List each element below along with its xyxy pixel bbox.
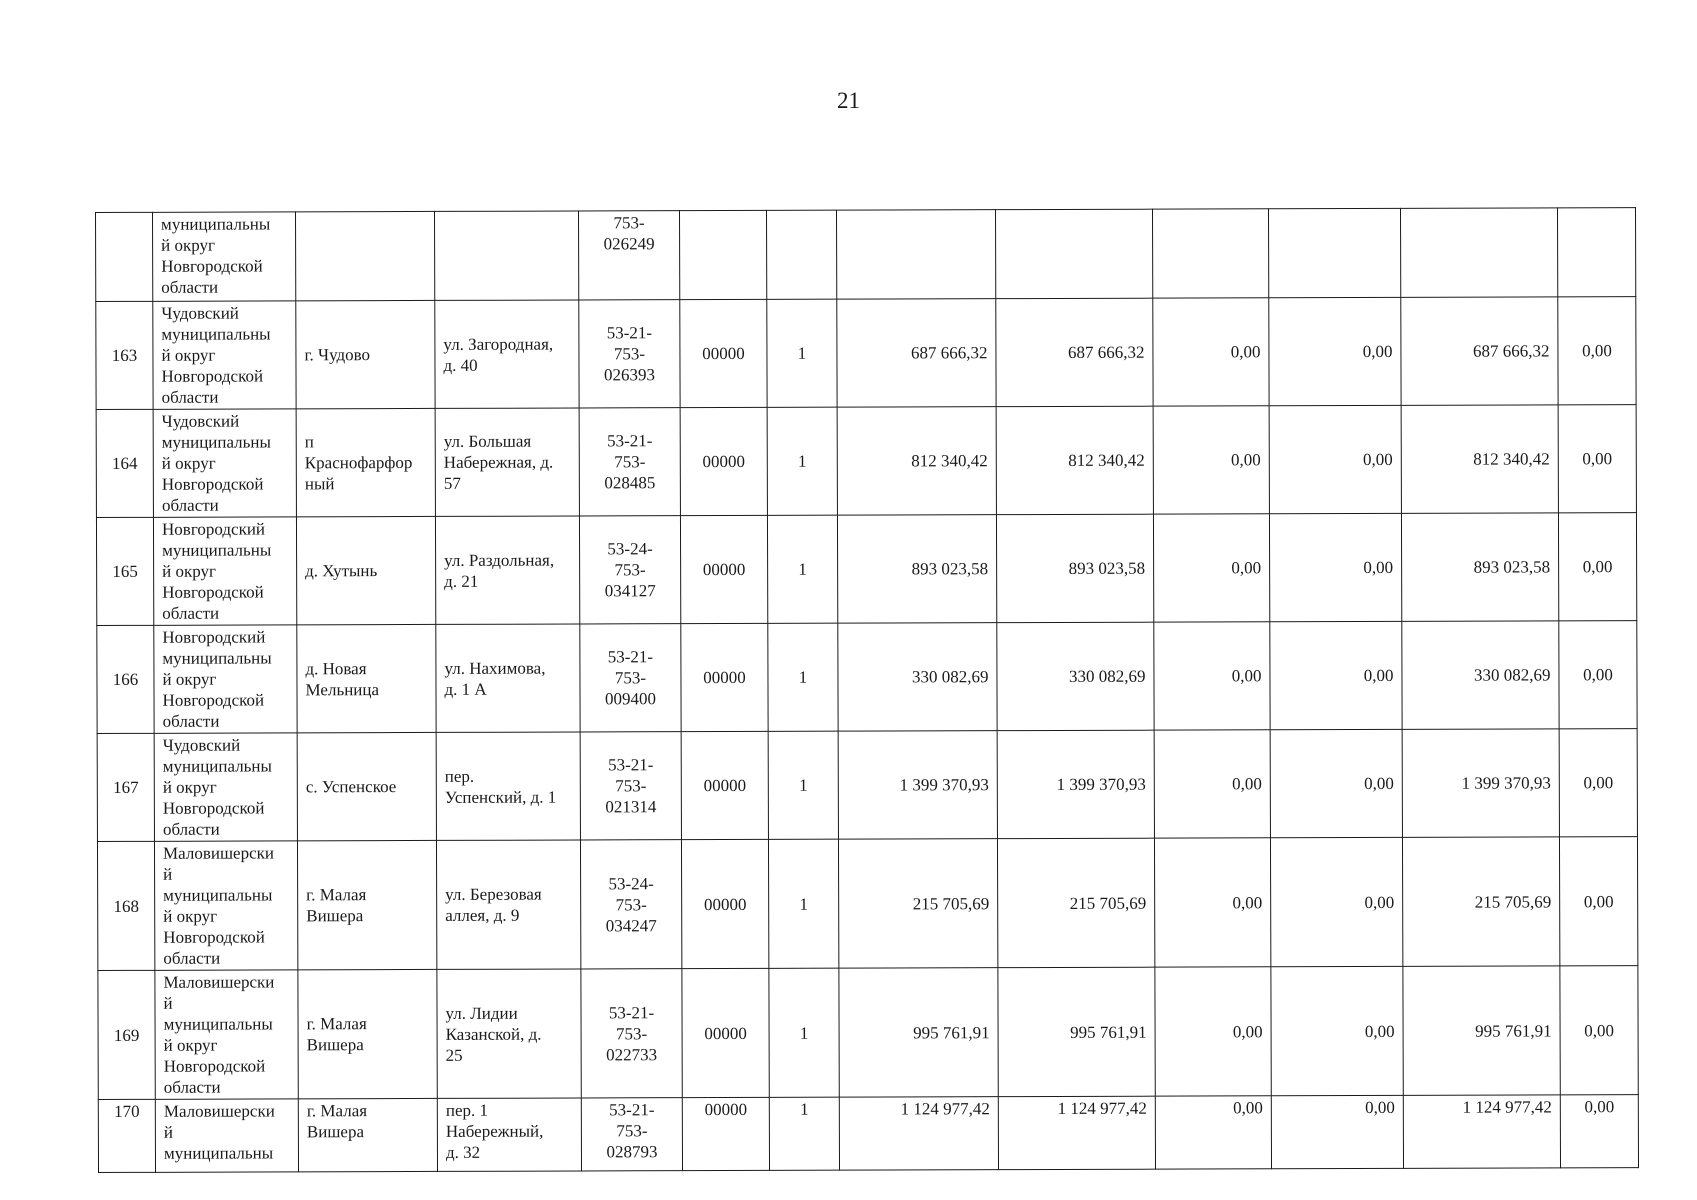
table-row [98, 966, 1638, 1100]
cell-sum-a: 1 399 370,93 [997, 730, 1154, 838]
cell-code: 00000 [682, 968, 769, 1097]
cell-total: 1 124 977,42 [839, 1097, 998, 1170]
cell-empty [766, 210, 836, 299]
cell-sum-d: 1 399 370,93 [1402, 729, 1559, 837]
cell-sum-b: 0,00 [1155, 967, 1271, 1096]
cell-num: 167 [97, 733, 154, 841]
cell-cadastral: 53-21- 753- 009400 [580, 624, 681, 732]
cell-address: пер. 1 Набережный, д. 32 [437, 1098, 581, 1171]
cell-sum-b: 0,00 [1154, 838, 1270, 967]
cell-address: ул. Большая Набережная, д. 57 [435, 408, 579, 516]
cell-cadastral: 53-21- 753- 028793 [581, 1098, 682, 1171]
table-row [96, 513, 1636, 626]
cell-sum-c: 0,00 [1270, 621, 1402, 729]
cell-cadastral: 753- 026249 [578, 211, 679, 300]
cell-sum-c: 0,00 [1271, 966, 1403, 1095]
cell-locality [296, 211, 435, 300]
cell-sum-a: 893 023,58 [996, 514, 1153, 622]
table-row-continuation [96, 208, 1636, 302]
table-body [96, 208, 1639, 1173]
cell-code: 00000 [681, 623, 768, 731]
cell-total: 687 666,32 [837, 299, 996, 407]
cell-sum-a: 995 761,91 [998, 967, 1155, 1096]
cell-locality: г. Малая Вишера [298, 969, 437, 1098]
cell-empty [1268, 208, 1400, 297]
cell-locality: г. Малая Вишера [298, 1098, 437, 1171]
cell-count: 1 [768, 839, 838, 968]
cell-municipality: Маловишерски й муниципальны й округ Новгородской области [155, 970, 298, 1099]
cell-sum-b: 0,00 [1155, 1096, 1271, 1169]
cell-empty [1400, 208, 1557, 297]
cell-sum-a: 687 666,32 [996, 298, 1153, 406]
cell-empty [1557, 208, 1635, 297]
cell-municipality: Чудовский муниципальны й округ Новгородской области [153, 301, 296, 409]
cell-num: 169 [98, 970, 155, 1099]
cell-count: 1 [768, 623, 838, 731]
cell-locality: г. Чудово [296, 300, 435, 408]
cell-sum-c: 0,00 [1269, 297, 1401, 405]
cell-address: ул. Нахимова, д. 1 А [436, 624, 580, 732]
cell-sum-e: 0,00 [1558, 297, 1636, 405]
cell-code: 00000 [680, 299, 767, 407]
cell-count: 1 [769, 968, 839, 1097]
cell-count: 1 [767, 407, 837, 515]
cell-sum-c: 0,00 [1270, 837, 1402, 966]
cell-num: 165 [96, 517, 153, 625]
cell-sum-a: 1 124 977,42 [998, 1096, 1155, 1169]
page-number: 21 [837, 88, 860, 113]
cell-sum-e: 0,00 [1559, 837, 1637, 966]
table-row [98, 1095, 1638, 1173]
cell-code: 00000 [682, 1097, 769, 1170]
cell-count: 1 [768, 731, 838, 839]
cell-sum-b: 0,00 [1154, 622, 1270, 730]
cell-cadastral: 53-24- 753- 034127 [579, 516, 680, 624]
cell-municipality: Чудовский муниципальны й округ Новгородской области [153, 409, 296, 517]
cell-code: 00000 [680, 407, 767, 515]
cell-code: 00000 [680, 515, 767, 623]
cell-sum-e: 0,00 [1560, 966, 1638, 1095]
cell-sum-a: 812 340,42 [996, 406, 1153, 514]
cell-total: 330 082,69 [838, 623, 997, 731]
cell-total: 215 705,69 [838, 839, 997, 968]
cell-locality: г. Малая Вишера [297, 840, 436, 969]
cell-sum-d: 812 340,42 [1401, 405, 1558, 513]
cell-address: ул. Раздольная, д. 21 [435, 516, 579, 624]
cell-sum-e: 0,00 [1559, 729, 1637, 837]
cell-municipality: Маловишерски й муниципальны [155, 1099, 298, 1172]
cell-empty [679, 210, 766, 299]
cell-empty [1152, 209, 1268, 298]
cell-sum-e: 0,00 [1560, 1095, 1638, 1168]
cell-address [434, 211, 578, 300]
cell-code: 00000 [681, 839, 768, 968]
cell-code: 00000 [681, 731, 768, 839]
cell-sum-a: 215 705,69 [997, 838, 1154, 967]
cell-municipality: муниципальны й округ Новгородской области [153, 212, 296, 301]
cell-cadastral: 53-21- 753- 022733 [581, 969, 682, 1098]
cell-count: 1 [769, 1097, 839, 1170]
cell-total: 1 399 370,93 [838, 731, 997, 839]
cell-cadastral: 53-21- 753- 026393 [579, 300, 680, 408]
cell-sum-c: 0,00 [1270, 729, 1402, 837]
cell-municipality: Новгородский муниципальны й округ Новгородской области [154, 625, 297, 733]
cell-num: 163 [96, 301, 153, 409]
cell-municipality: Маловишерски й муниципальны й округ Новгородской области [154, 841, 297, 970]
table-row [96, 297, 1636, 410]
cell-sum-d: 330 082,69 [1402, 621, 1559, 729]
cell-sum-e: 0,00 [1558, 513, 1636, 621]
cell-num: 168 [97, 841, 154, 970]
table-row [96, 405, 1636, 518]
cell-municipality: Чудовский муниципальны й округ Новгородской области [154, 733, 297, 841]
cell-sum-c: 0,00 [1269, 513, 1401, 621]
cell-sum-c: 0,00 [1269, 405, 1401, 513]
cell-sum-d: 995 761,91 [1403, 966, 1560, 1095]
cell-locality: д. Новая Мельница [297, 624, 436, 732]
cell-sum-d: 215 705,69 [1402, 837, 1559, 966]
table-row [97, 621, 1637, 734]
cell-locality: с. Успенское [297, 732, 436, 840]
cell-locality: д. Хутынь [296, 516, 435, 624]
cell-sum-d: 1 124 977,42 [1403, 1095, 1560, 1168]
cell-sum-b: 0,00 [1154, 730, 1270, 838]
table-row [97, 729, 1637, 842]
cell-address: пер. Успенский, д. 1 [436, 732, 580, 840]
cell-count: 1 [767, 299, 837, 407]
cell-num [96, 212, 153, 301]
cell-num: 166 [97, 625, 154, 733]
cell-sum-e: 0,00 [1559, 621, 1637, 729]
cell-locality: п Краснофарфор ный [296, 408, 435, 516]
cell-cadastral: 53-21- 753- 028485 [579, 408, 680, 516]
cell-empty [995, 209, 1152, 298]
registry-table [95, 207, 1639, 1173]
cell-total: 812 340,42 [837, 407, 996, 515]
cell-sum-b: 0,00 [1153, 406, 1269, 514]
cell-sum-b: 0,00 [1153, 298, 1269, 406]
cell-total: 995 761,91 [839, 968, 998, 1097]
cell-sum-d: 687 666,32 [1401, 297, 1558, 405]
cell-cadastral: 53-24- 753- 034247 [580, 840, 681, 969]
cell-address: ул. Загородная, д. 40 [435, 300, 579, 408]
cell-cadastral: 53-21- 753- 021314 [580, 732, 681, 840]
cell-empty [836, 210, 995, 299]
cell-total: 893 023,58 [837, 515, 996, 623]
cell-address: ул. Лидии Казанской, д. 25 [437, 969, 581, 1098]
cell-count: 1 [767, 515, 837, 623]
cell-sum-d: 893 023,58 [1401, 513, 1558, 621]
cell-num: 164 [96, 409, 153, 517]
cell-sum-a: 330 082,69 [997, 622, 1154, 730]
cell-sum-c: 0,00 [1271, 1095, 1403, 1168]
cell-sum-e: 0,00 [1558, 405, 1636, 513]
cell-sum-b: 0,00 [1153, 514, 1269, 622]
cell-municipality: Новгородский муниципальны й округ Новгородской области [153, 517, 296, 625]
cell-num: 170 [98, 1099, 155, 1172]
table-row [97, 837, 1637, 971]
cell-address: ул. Березовая аллея, д. 9 [436, 840, 580, 969]
